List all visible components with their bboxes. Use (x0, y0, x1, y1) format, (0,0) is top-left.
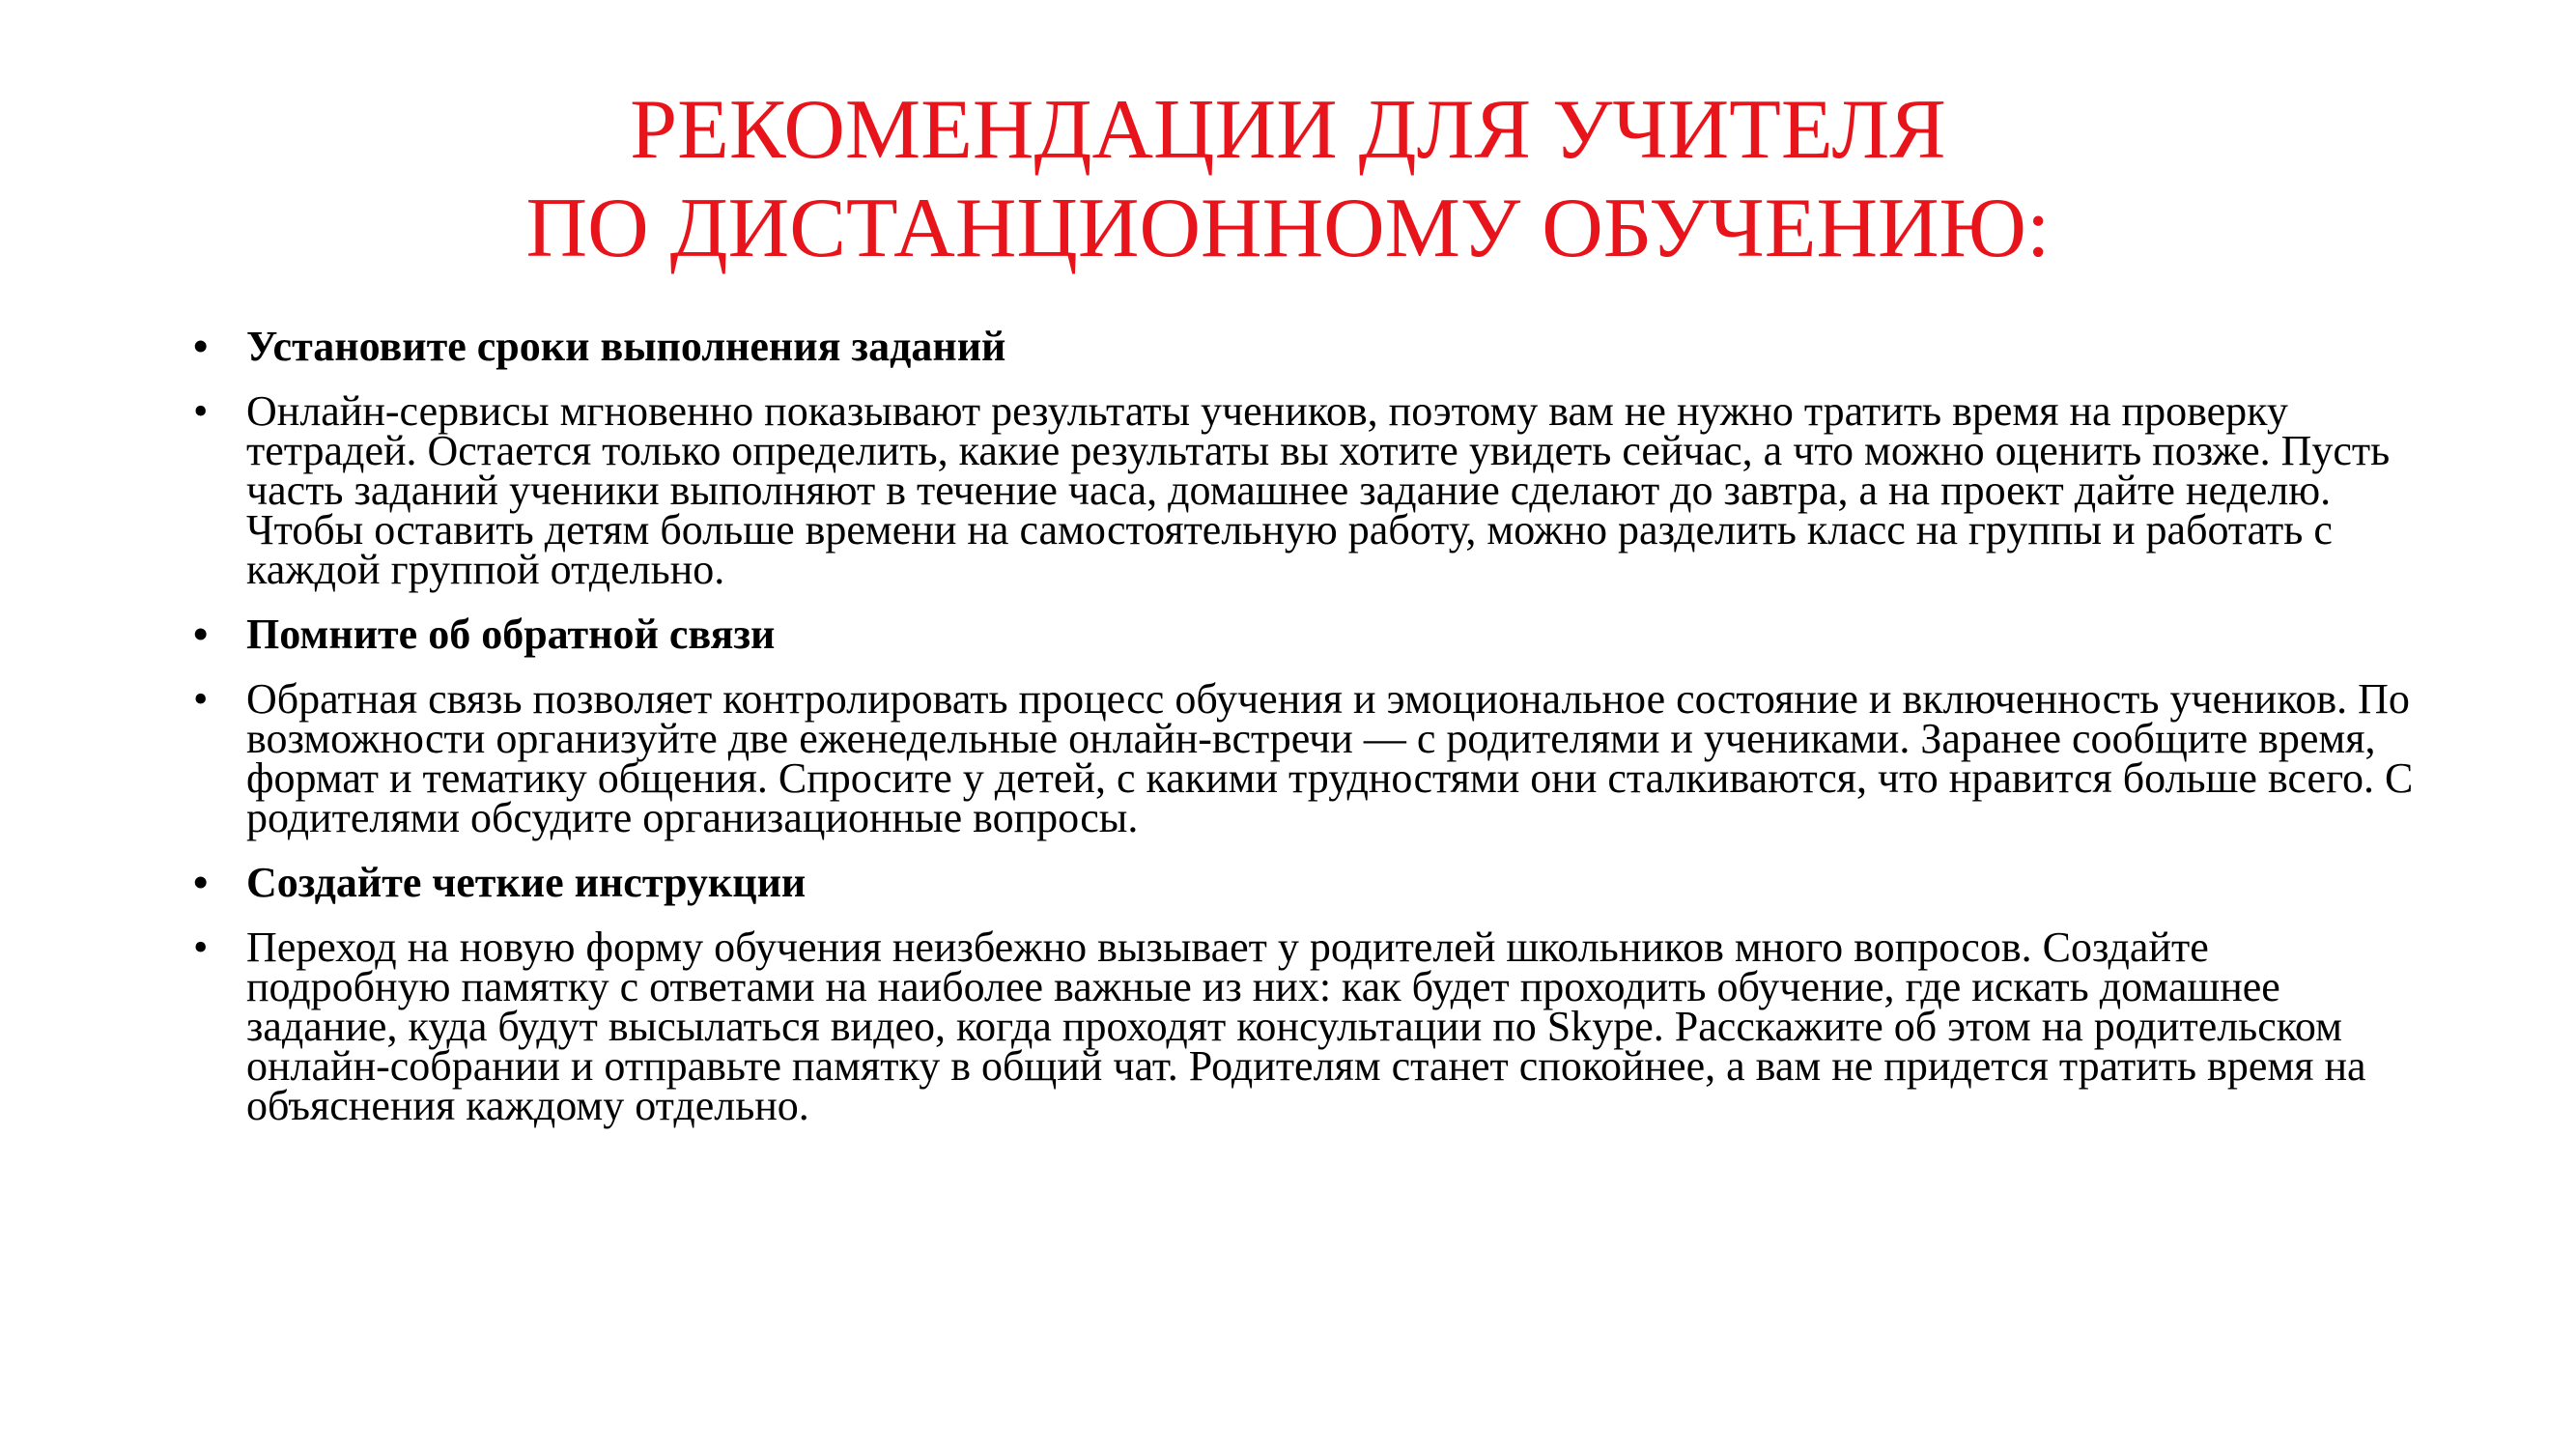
list-item-text: Установите сроки выполнения заданий (246, 323, 1006, 370)
list-item-text: Онлайн-сервисы мгновенно показывают результаты учеников, поэтому вам не нужно тратить время на проверку тетрадей. Остается только определить, какие результаты вы хотите увидеть сейчас, а что можно оценить позже. Пусть часть заданий ученики выполняют в течение часа, домашнее задание сделают до завтра, а на проект дайте неделю. Чтобы оставить детям больше времени на самостоятельную работу, можно разделить класс на группы и работать с каждой группой отдельно. (246, 387, 2391, 593)
bullet-icon: • (193, 387, 209, 435)
slide-title (0, 81, 2576, 278)
bullet-icon: • (193, 323, 209, 370)
list-item-body-deadlines (193, 387, 2415, 593)
list-item-text: Обратная связь позволяет контролировать процесс обучения и эмоциональное состояние и включенность учеников. По возможности организуйте две еженедельные онлайн-встречи — с родителями и учениками. Заранее сообщите время, формат и тематику общения. Спросите у детей, с какими трудностями они сталкиваются, что нравится больше всего. С родителями обсудите организационные вопросы. (246, 675, 2414, 841)
list-item-heading-feedback (193, 611, 2415, 658)
list-item-heading-instructions (193, 859, 2415, 906)
bullet-icon: • (193, 923, 209, 971)
bullet-icon: • (193, 675, 209, 723)
list-item-text: Помните об обратной связи (246, 611, 776, 658)
slide-title-line-1: РЕКОМЕНДАЦИИ ДЛЯ УЧИТЕЛЯ (630, 83, 1946, 177)
list-item-body-feedback (193, 675, 2415, 841)
list-item-text: Создайте четкие инструкции (246, 859, 807, 906)
slide-title-line-2: ПО ДИСТАНЦИОННОМУ ОБУЧЕНИЮ: (525, 182, 2051, 275)
list-item-body-instructions (193, 923, 2415, 1129)
list-item-heading-deadlines (193, 323, 2415, 370)
list-item-text: Переход на новую форму обучения неизбежно вызывает у родителей школьников много вопросов. Создайте подробную памятку с ответами на наиболее важные из них: как будет проходить обучение, где искать домашнее задание, куда будут высылаться видео, когда проходят консультации по Skype. Расскажите об этом на родительском онлайн-собрании и отправьте памятку в общий чат. Родителям станет спокойнее, а вам не придется тратить время на объяснения каждому отдельно. (246, 923, 2366, 1129)
recommendations-list (193, 323, 2415, 1151)
bullet-icon: • (193, 611, 209, 658)
bullet-icon: • (193, 859, 209, 906)
